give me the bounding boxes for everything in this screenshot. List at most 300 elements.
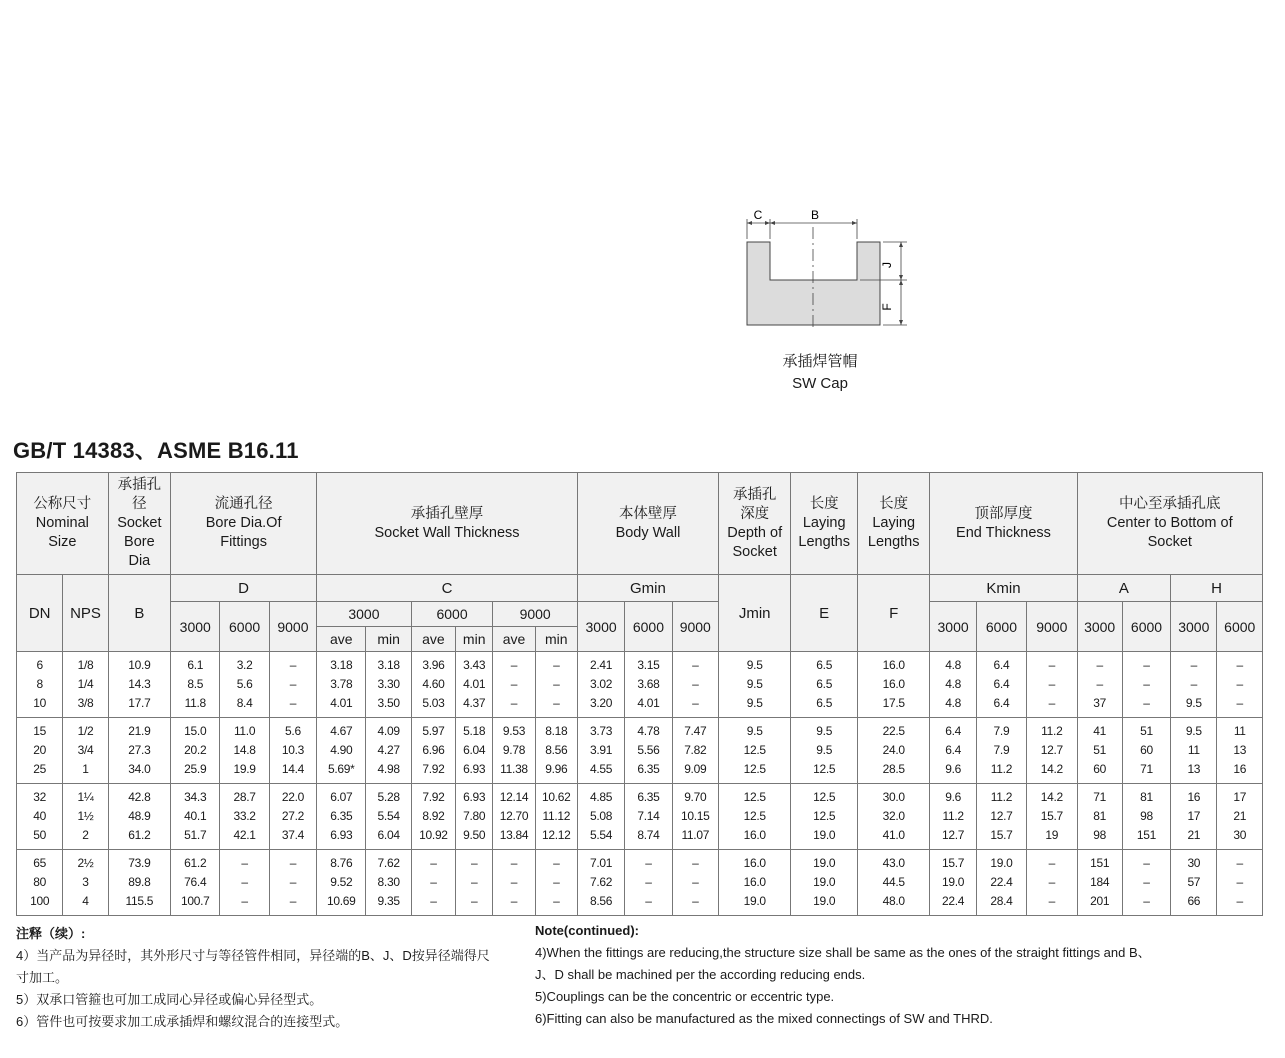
j-symbol: Jmin <box>718 575 791 652</box>
table-cell: 4 <box>63 892 108 916</box>
table-cell: – <box>1027 873 1077 892</box>
table-cell: – <box>1122 652 1170 676</box>
table-cell: 3.18 <box>317 652 366 676</box>
table-cell: 1½ <box>63 807 108 826</box>
table-cell: 151 <box>1122 826 1170 850</box>
table-cell: 98 <box>1122 807 1170 826</box>
table-cell: 19.0 <box>791 892 857 916</box>
table-cell: 50 <box>17 826 63 850</box>
table-cell: 1/2 <box>63 718 108 742</box>
table-cell: 4.8 <box>930 652 976 676</box>
table-cell: – <box>1077 675 1122 694</box>
table-cell: 9.96 <box>535 760 577 784</box>
table-cell: 51 <box>1122 718 1170 742</box>
table-cell: 16 <box>1217 760 1263 784</box>
table-cell: 9.5 <box>718 675 791 694</box>
table-cell: – <box>672 694 718 718</box>
notes-chinese <box>16 923 516 1033</box>
table-row <box>17 652 1263 676</box>
table-cell: – <box>411 892 455 916</box>
table-cell: 12.12 <box>535 826 577 850</box>
table-cell: – <box>672 892 718 916</box>
table-cell: 17.5 <box>857 694 930 718</box>
table-cell: 43.0 <box>857 850 930 874</box>
notes-cn-line: 6）管件也可按要求加工成承插焊和螺纹混合的连接型式。 <box>16 1014 349 1029</box>
table-cell: 6.5 <box>791 675 857 694</box>
table-cell: 71 <box>1077 784 1122 808</box>
table-cell: – <box>269 675 316 694</box>
table-cell: 3.20 <box>577 694 624 718</box>
table-cell: 3.78 <box>317 675 366 694</box>
table-cell: 27.2 <box>269 807 316 826</box>
table-cell: 6.4 <box>976 652 1026 676</box>
h-3000: 3000 <box>1171 602 1217 652</box>
table-cell: 4.8 <box>930 694 976 718</box>
sw-cap-drawing <box>735 205 920 330</box>
table-cell: 60 <box>1077 760 1122 784</box>
table-cell: – <box>456 873 493 892</box>
table-cell: 115.5 <box>108 892 170 916</box>
table-cell: 4.78 <box>625 718 672 742</box>
d-6000: 6000 <box>220 602 269 652</box>
table-cell: – <box>220 892 269 916</box>
table-cell: – <box>1217 652 1263 676</box>
table-row <box>17 675 1263 694</box>
table-cell: – <box>493 694 535 718</box>
c-9000: 9000 <box>493 602 578 627</box>
table-row <box>17 826 1263 850</box>
table-cell: 22.5 <box>857 718 930 742</box>
table-cell: 12.5 <box>718 784 791 808</box>
table-cell: 42.8 <box>108 784 170 808</box>
c-symbol: C <box>317 575 578 602</box>
table-cell: 8.4 <box>220 694 269 718</box>
dim-b-label: B <box>810 208 820 222</box>
table-cell: 14.4 <box>269 760 316 784</box>
table-cell: – <box>1217 892 1263 916</box>
table-cell: 25 <box>17 760 63 784</box>
table-cell: 42.1 <box>220 826 269 850</box>
table-cell: 32 <box>17 784 63 808</box>
table-cell: 20 <box>17 741 63 760</box>
table-cell: 3.15 <box>625 652 672 676</box>
table-cell: 11.2 <box>1027 718 1077 742</box>
table-cell: 41.0 <box>857 826 930 850</box>
table-cell: 9.53 <box>493 718 535 742</box>
k-6000: 6000 <box>976 602 1026 652</box>
c-3000: 3000 <box>317 602 412 627</box>
table-cell: – <box>1122 892 1170 916</box>
table-cell: 21 <box>1217 807 1263 826</box>
table-cell: 6.4 <box>976 675 1026 694</box>
table-cell: 4.67 <box>317 718 366 742</box>
table-row <box>17 873 1263 892</box>
cap-caption-en: SW Cap <box>792 375 848 392</box>
table-cell: – <box>220 873 269 892</box>
table-cell: 7.80 <box>456 807 493 826</box>
table-cell: 5.69* <box>317 760 366 784</box>
table-cell: 40.1 <box>171 807 220 826</box>
table-cell: 4.60 <box>411 675 455 694</box>
table-cell: – <box>1122 873 1170 892</box>
laying-length-e-header: 长度 Laying Lengths <box>791 473 857 575</box>
table-cell: 3.43 <box>456 652 493 676</box>
table-cell: 12.14 <box>493 784 535 808</box>
table-cell: – <box>269 873 316 892</box>
table-cell: 6.93 <box>456 784 493 808</box>
table-cell: 3.2 <box>220 652 269 676</box>
table-cell: 9.09 <box>672 760 718 784</box>
table-cell: 6.07 <box>317 784 366 808</box>
table-cell: – <box>535 694 577 718</box>
table-cell: 11.07 <box>672 826 718 850</box>
table-cell: 8 <box>17 675 63 694</box>
table-cell: 61.2 <box>171 850 220 874</box>
table-cell: 16.0 <box>718 850 791 874</box>
notes-english <box>535 920 1255 1030</box>
notes-cn-heading: 注释（续）: <box>16 926 86 941</box>
table-cell: 28.7 <box>220 784 269 808</box>
table-cell: – <box>625 850 672 874</box>
table-cell: – <box>535 652 577 676</box>
table-cell: 65 <box>17 850 63 874</box>
table-cell: 20.2 <box>171 741 220 760</box>
table-cell: 89.8 <box>108 873 170 892</box>
table-cell: 3 <box>63 873 108 892</box>
table-cell: 8.5 <box>171 675 220 694</box>
notes-en-line: 4)When the fittings are reducing,the structure size shall be same as the ones of the straight fittings and B、 <box>535 945 1151 960</box>
table-cell: 5.54 <box>366 807 411 826</box>
table-cell: 15 <box>17 718 63 742</box>
socket-bore-header: 承插孔 径 Socket Bore Dia <box>108 473 170 575</box>
table-cell: 201 <box>1077 892 1122 916</box>
table-cell: – <box>672 675 718 694</box>
table-cell: 5.97 <box>411 718 455 742</box>
table-cell: 6.5 <box>791 652 857 676</box>
table-cell: 10.62 <box>535 784 577 808</box>
table-cell: 9.5 <box>718 652 791 676</box>
table-cell: – <box>1122 675 1170 694</box>
table-cell: 60 <box>1122 741 1170 760</box>
table-cell: 17.7 <box>108 694 170 718</box>
table-row <box>17 784 1263 808</box>
c-3000-min: min <box>366 627 411 652</box>
g-3000: 3000 <box>577 602 624 652</box>
table-cell: 4.8 <box>930 675 976 694</box>
table-cell: 15.0 <box>171 718 220 742</box>
table-cell: – <box>672 652 718 676</box>
table-cell: – <box>220 850 269 874</box>
c-6000: 6000 <box>411 602 493 627</box>
bore-dia-header: 流通孔径 Bore Dia.Of Fittings <box>171 473 317 575</box>
table-cell: 12.7 <box>1027 741 1077 760</box>
table-cell: 3.73 <box>577 718 624 742</box>
table-cell: 5.28 <box>366 784 411 808</box>
table-cell: 11 <box>1217 718 1263 742</box>
table-cell: 8.56 <box>577 892 624 916</box>
h-6000: 6000 <box>1217 602 1263 652</box>
table-cell: 12.5 <box>791 784 857 808</box>
dim-c-label: C <box>753 208 763 222</box>
table-cell: 5.6 <box>220 675 269 694</box>
table-cell: – <box>456 850 493 874</box>
table-row <box>17 892 1263 916</box>
table-cell: 9.5 <box>718 694 791 718</box>
table-cell: 1¼ <box>63 784 108 808</box>
table-cell: 9.5 <box>791 741 857 760</box>
table-cell: 9.5 <box>1171 694 1217 718</box>
table-cell: – <box>1122 694 1170 718</box>
table-cell: 6.04 <box>456 741 493 760</box>
table-body <box>17 652 1263 916</box>
k-9000: 9000 <box>1027 602 1077 652</box>
table-cell: 10.3 <box>269 741 316 760</box>
h-symbol: H <box>1171 575 1263 602</box>
table-cell: 19.0 <box>791 850 857 874</box>
table-cell: – <box>1027 892 1077 916</box>
table-cell: – <box>493 675 535 694</box>
table-cell: 6.35 <box>317 807 366 826</box>
table-cell: 151 <box>1077 850 1122 874</box>
table-cell: 9.5 <box>791 718 857 742</box>
dn-header: DN <box>17 575 63 652</box>
a-symbol: A <box>1077 575 1171 602</box>
nominal-size-header: 公称尺寸 Nominal Size <box>17 473 109 575</box>
d-symbol: D <box>171 575 317 602</box>
table-cell: 37 <box>1077 694 1122 718</box>
table-cell: 8.74 <box>625 826 672 850</box>
table-cell: – <box>493 892 535 916</box>
table-cell: – <box>672 873 718 892</box>
laying-length-f-header: 长度 Laying Lengths <box>857 473 930 575</box>
table-cell: 32.0 <box>857 807 930 826</box>
table-cell: 9.52 <box>317 873 366 892</box>
table-cell: 6.5 <box>791 694 857 718</box>
a-6000: 6000 <box>1122 602 1170 652</box>
table-cell: 8.76 <box>317 850 366 874</box>
table-cell: 14.2 <box>1027 784 1077 808</box>
table-cell: 76.4 <box>171 873 220 892</box>
table-cell: – <box>625 873 672 892</box>
table-cell: 14.3 <box>108 675 170 694</box>
table-cell: 6.93 <box>456 760 493 784</box>
table-cell: 12.5 <box>718 807 791 826</box>
table-cell: 16.0 <box>857 675 930 694</box>
table-cell: 4.37 <box>456 694 493 718</box>
table-cell: – <box>1171 675 1217 694</box>
table-cell: 16.0 <box>718 873 791 892</box>
table-cell: 16 <box>1171 784 1217 808</box>
table-cell: 6.1 <box>171 652 220 676</box>
table-cell: 21 <box>1171 826 1217 850</box>
table-cell: 13 <box>1217 741 1263 760</box>
table-cell: 9.5 <box>718 718 791 742</box>
table-cell: 48.9 <box>108 807 170 826</box>
table-cell: 1/8 <box>63 652 108 676</box>
table-cell: 1/4 <box>63 675 108 694</box>
center-bottom-header: 中心至承插孔底 Center to Bottom of Socket <box>1077 473 1263 575</box>
table-cell: 12.7 <box>930 826 976 850</box>
nps-header: NPS <box>63 575 108 652</box>
b-header: B <box>108 575 170 652</box>
table-cell: – <box>1217 850 1263 874</box>
c-6000-ave: ave <box>411 627 455 652</box>
notes-cn-line: 寸加工。 <box>16 970 69 985</box>
table-cell: 15.7 <box>976 826 1026 850</box>
table-cell: 6.93 <box>317 826 366 850</box>
g-6000: 6000 <box>625 602 672 652</box>
table-cell: 4.09 <box>366 718 411 742</box>
table-cell: 9.6 <box>930 760 976 784</box>
table-cell: 4.01 <box>456 675 493 694</box>
table-cell: 19.0 <box>791 873 857 892</box>
table-cell: – <box>493 850 535 874</box>
c-6000-min: min <box>456 627 493 652</box>
table-cell: – <box>1027 652 1077 676</box>
table-cell: 9.6 <box>930 784 976 808</box>
table-cell: 98 <box>1077 826 1122 850</box>
table-cell: 6.35 <box>625 760 672 784</box>
table-cell: 10.15 <box>672 807 718 826</box>
table-cell: 7.14 <box>625 807 672 826</box>
table-cell: 3.91 <box>577 741 624 760</box>
table-cell: 4.01 <box>317 694 366 718</box>
table-cell: 5.08 <box>577 807 624 826</box>
table-cell: 30.0 <box>857 784 930 808</box>
table-cell: 51 <box>1077 741 1122 760</box>
c-9000-ave: ave <box>493 627 535 652</box>
table-cell: – <box>1027 850 1077 874</box>
d-3000: 3000 <box>171 602 220 652</box>
table-cell: 6.96 <box>411 741 455 760</box>
table-cell: 33.2 <box>220 807 269 826</box>
table-cell: 6.4 <box>976 694 1026 718</box>
table-cell: – <box>672 850 718 874</box>
table-cell: 2 <box>63 826 108 850</box>
table-cell: 6.35 <box>625 784 672 808</box>
table-cell: – <box>535 873 577 892</box>
table-cell: 81 <box>1122 784 1170 808</box>
table-cell: 3.96 <box>411 652 455 676</box>
k-3000: 3000 <box>930 602 976 652</box>
table-cell: 2.41 <box>577 652 624 676</box>
table-cell: 12.5 <box>791 760 857 784</box>
table-cell: 12.5 <box>718 760 791 784</box>
table-cell: – <box>269 652 316 676</box>
body-wall-header: 本体壁厚 Body Wall <box>577 473 718 575</box>
table-cell: 6.4 <box>930 718 976 742</box>
end-thickness-header: 顶部厚度 End Thickness <box>930 473 1077 575</box>
table-cell: – <box>1077 652 1122 676</box>
table-cell: 10 <box>17 694 63 718</box>
table-cell: 9.70 <box>672 784 718 808</box>
table-cell: 6.4 <box>930 741 976 760</box>
standard-title: GB/T 14383、ASME B16.11 <box>13 438 299 463</box>
table-cell: 100.7 <box>171 892 220 916</box>
table-cell: 5.03 <box>411 694 455 718</box>
table-cell: 10.69 <box>317 892 366 916</box>
table-cell: 14.8 <box>220 741 269 760</box>
table-cell: 6.04 <box>366 826 411 850</box>
cap-caption-cn: 承插焊管帽 <box>782 353 858 370</box>
table-cell: 7.62 <box>366 850 411 874</box>
table-cell: 19.9 <box>220 760 269 784</box>
table-cell: 4.27 <box>366 741 411 760</box>
table-cell: 11.38 <box>493 760 535 784</box>
table-cell: 28.4 <box>976 892 1026 916</box>
table-cell: 9.35 <box>366 892 411 916</box>
a-3000: 3000 <box>1077 602 1122 652</box>
table-cell: 12.5 <box>791 807 857 826</box>
cap-body <box>747 242 880 325</box>
table-cell: 7.9 <box>976 718 1026 742</box>
table-cell: 19 <box>1027 826 1077 850</box>
notes-en-line: 6)Fitting can also be manufactured as the mixed connectings of SW and THRD. <box>535 1011 993 1026</box>
table-cell: 12.70 <box>493 807 535 826</box>
notes-cn-line: 5）双承口管箍也可加工成同心异径或偏心异径型式。 <box>16 992 323 1007</box>
table-cell: 40 <box>17 807 63 826</box>
table-cell: 11.8 <box>171 694 220 718</box>
table-cell: 73.9 <box>108 850 170 874</box>
table-cell: 44.5 <box>857 873 930 892</box>
table-cell: – <box>456 892 493 916</box>
notes-en-line: 5)Couplings can be the concentric or eccentric type. <box>535 989 835 1004</box>
socket-depth-header: 承插孔 深度 Depth of Socket <box>718 473 791 575</box>
table-cell: 9.50 <box>456 826 493 850</box>
table-cell: 11.12 <box>535 807 577 826</box>
table-row <box>17 760 1263 784</box>
table-cell: – <box>269 850 316 874</box>
table-cell: 15.7 <box>1027 807 1077 826</box>
table-cell: 19.0 <box>976 850 1026 874</box>
dim-f-label: F <box>880 303 894 311</box>
table-cell: 30 <box>1171 850 1217 874</box>
table-row <box>17 718 1263 742</box>
table-cell: – <box>1122 850 1170 874</box>
table-cell: – <box>535 892 577 916</box>
table-cell: 8.18 <box>535 718 577 742</box>
notes-en-line: J、D shall be machined per the according reducing ends. <box>535 967 866 982</box>
table-cell: 4.98 <box>366 760 411 784</box>
table-cell: 24.0 <box>857 741 930 760</box>
g-9000: 9000 <box>672 602 718 652</box>
table-cell: – <box>269 892 316 916</box>
table-cell: 48.0 <box>857 892 930 916</box>
table-cell: 12.7 <box>976 807 1026 826</box>
table-cell: 19.0 <box>930 873 976 892</box>
c-3000-ave: ave <box>317 627 366 652</box>
table-cell: 57 <box>1171 873 1217 892</box>
table-cell: 19.0 <box>791 826 857 850</box>
table-cell: 9.78 <box>493 741 535 760</box>
table-cell: 184 <box>1077 873 1122 892</box>
table-cell: 80 <box>17 873 63 892</box>
table-cell: – <box>493 873 535 892</box>
table-cell: 41 <box>1077 718 1122 742</box>
table-cell: 11.2 <box>930 807 976 826</box>
table-cell: – <box>269 694 316 718</box>
table-cell: 6 <box>17 652 63 676</box>
table-cell: 34.3 <box>171 784 220 808</box>
table-cell: 2½ <box>63 850 108 874</box>
table-cell: 4.85 <box>577 784 624 808</box>
table-cell: 17 <box>1217 784 1263 808</box>
k-symbol: Kmin <box>930 575 1077 602</box>
table-cell: – <box>411 873 455 892</box>
table-cell: 8.30 <box>366 873 411 892</box>
d-9000: 9000 <box>269 602 316 652</box>
table-cell: 30 <box>1217 826 1263 850</box>
